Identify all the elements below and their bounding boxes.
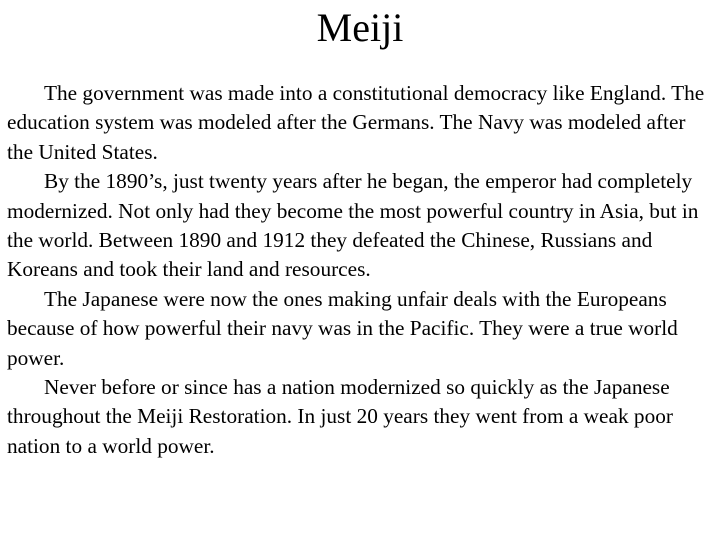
body-paragraph-4: Never before or since has a nation modernized so quickly as the Japanese throughout the Meiji Restoration. In just 20 years they went from a weak poor nation to a world power.	[7, 375, 673, 458]
body-paragraph-3: The Japanese were now the ones making unfair deals with the Europeans because of how powerful their navy was in the Pacific. They were a true world power.	[7, 286, 678, 370]
slide-body	[7, 79, 713, 461]
body-paragraph-2: By the 1890’s, just twenty years after he began, the emperor had completely modernized. Not only had they become the most powerful country in Asia, but in the world. Between 1890 and 1912 they defeated the Chinese, Russians and Koreans and took their land and resources.	[7, 169, 699, 282]
slide-title: Meiji	[316, 5, 404, 50]
body-paragraph-1: The government was made into a constitutional democracy like England. The education system was modeled after the Germans. The Navy was modeled after the United States.	[7, 81, 705, 164]
